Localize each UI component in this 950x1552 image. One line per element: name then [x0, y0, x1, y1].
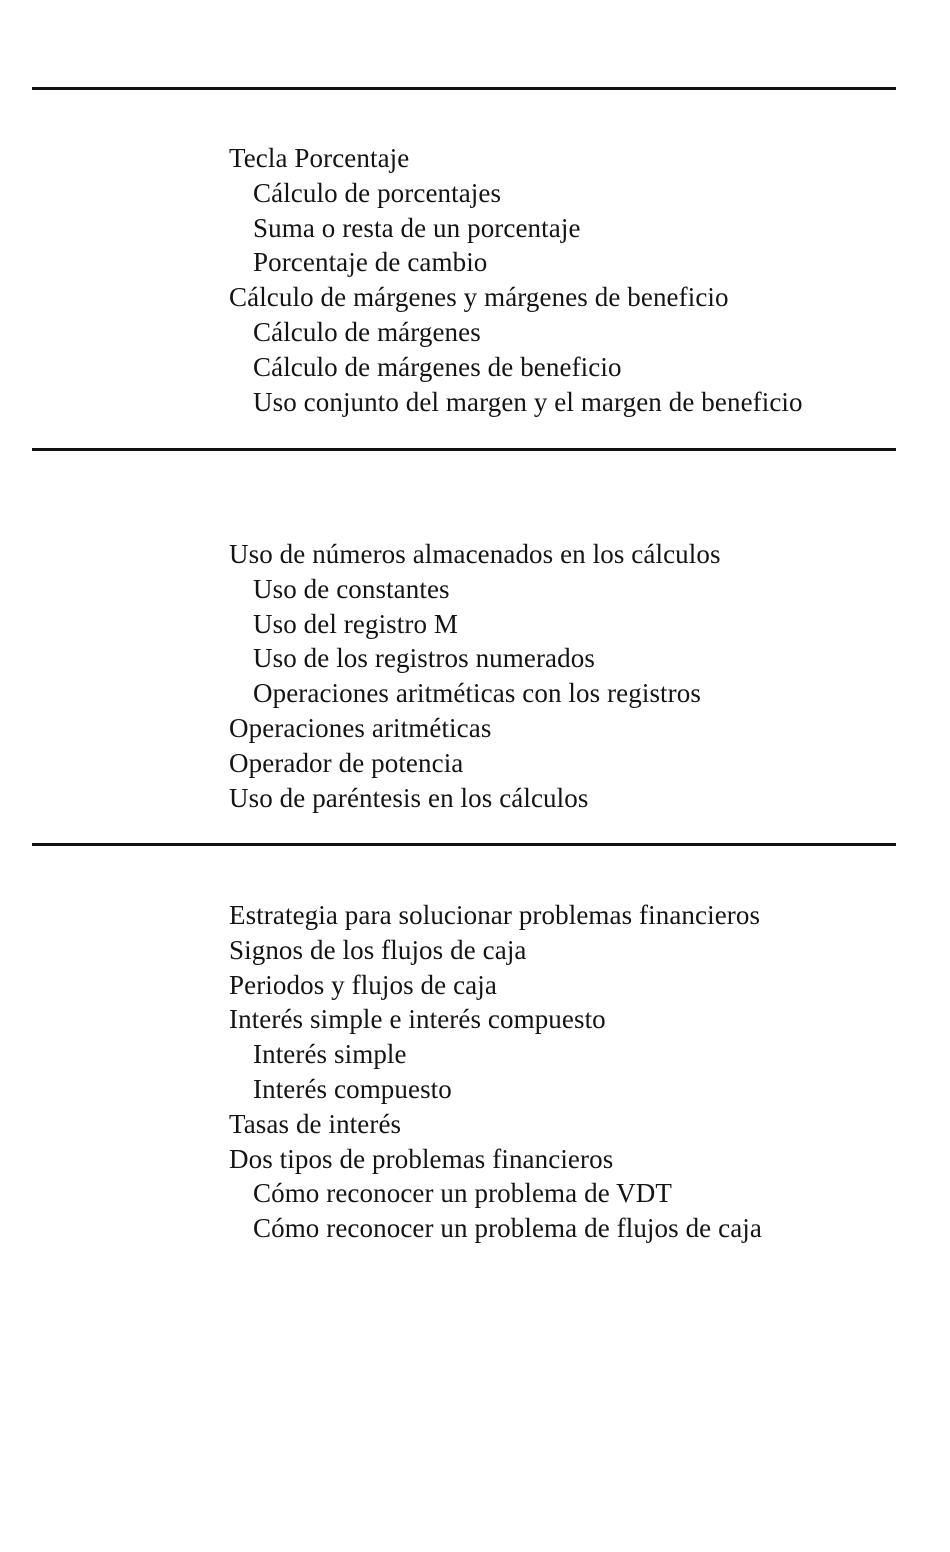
- toc-entry: Cálculo de márgenes y márgenes de beneficio: [229, 282, 729, 313]
- toc-subentry: Cómo reconocer un problema de flujos de caja: [253, 1213, 762, 1244]
- toc-entry: Tasas de interés: [229, 1108, 402, 1139]
- toc-subentry: Uso de constantes: [253, 573, 450, 604]
- toc-entry: Tecla Porcentaje: [229, 143, 410, 173]
- toc-section-finanzas: [229, 898, 910, 1246]
- section-divider: [32, 843, 896, 846]
- toc-subentry: Operaciones aritméticas con los registros: [253, 678, 701, 709]
- toc-entry: Uso de números almacenados en los cálculos: [229, 539, 721, 569]
- toc-subentry: Uso de los registros numerados: [253, 643, 595, 674]
- toc-entry: Periodos y flujos de caja: [229, 969, 497, 1000]
- toc-subentry: Cómo reconocer un problema de VDT: [253, 1178, 672, 1209]
- toc-subentry: Cálculo de márgenes: [253, 316, 481, 347]
- toc-entry: Signos de los flujos de caja: [229, 934, 527, 965]
- toc-section-registros: [229, 537, 910, 815]
- toc-subentry: Suma o resta de un porcentaje: [253, 212, 581, 243]
- toc-entry: Operaciones aritméticas: [229, 712, 492, 743]
- toc-section-porcentajes: [229, 141, 910, 419]
- toc-subentry: Interés compuesto: [253, 1073, 452, 1104]
- toc-subentry: Uso del registro M: [253, 608, 459, 639]
- toc-subentry: Cálculo de porcentajes: [253, 177, 502, 208]
- toc-entry: Interés simple e interés compuesto: [229, 1004, 606, 1035]
- section-divider: [32, 448, 896, 451]
- toc-subentry: Cálculo de márgenes de beneficio: [253, 351, 622, 382]
- toc-entry: Operador de potencia: [229, 747, 464, 778]
- section-divider-top: [32, 87, 896, 90]
- toc-subentry: Interés simple: [253, 1039, 407, 1070]
- toc-entry: Estrategia para solucionar problemas financieros: [229, 900, 761, 930]
- toc-subentry: Porcentaje de cambio: [253, 247, 488, 278]
- toc-entry: Uso de paréntesis en los cálculos: [229, 782, 589, 813]
- toc-entry: Dos tipos de problemas financieros: [229, 1143, 614, 1174]
- toc-subentry: Uso conjunto del margen y el margen de beneficio: [253, 386, 803, 417]
